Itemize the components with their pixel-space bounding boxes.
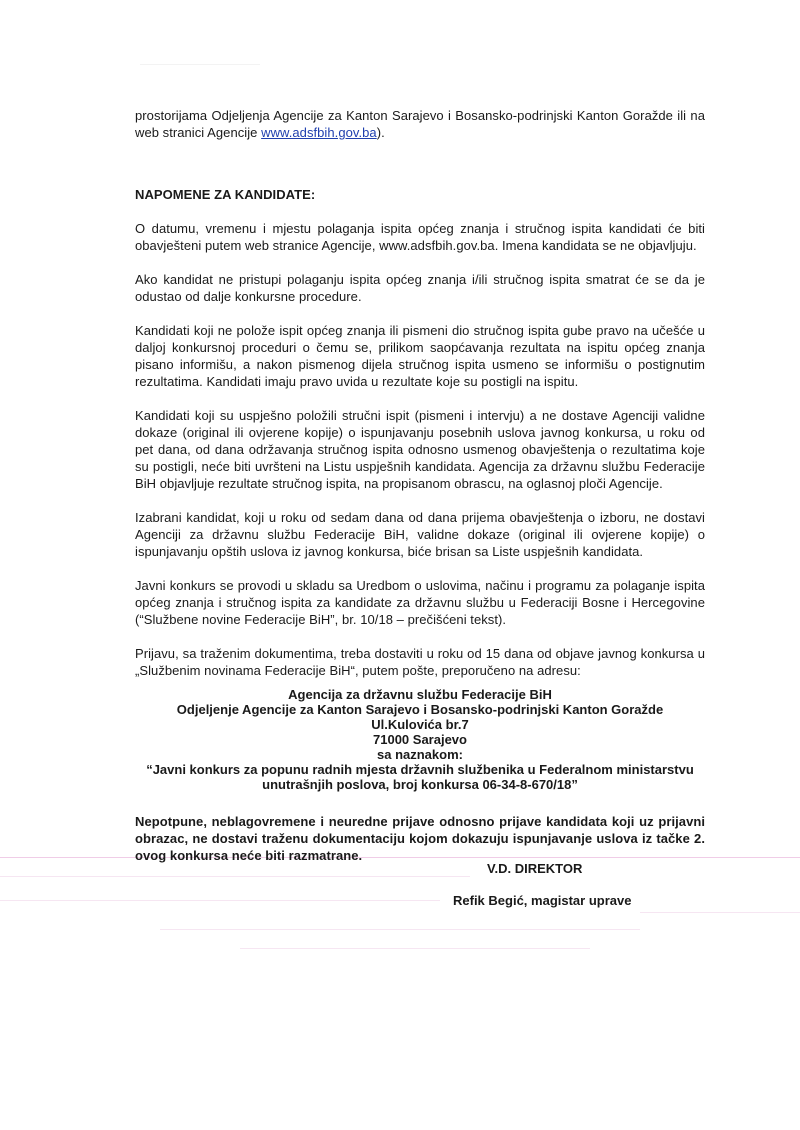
agency-website-link[interactable]: www.adsfbih.gov.ba: [261, 125, 377, 140]
paragraph-failed-exam: Kandidati koji ne polože ispit općeg znanja ili pismeni dio stručnog ispita gube pravo na učešće u daljoj konkursnoj proceduri o čemu se, prilikom saopćavanja rezultata na ispitu općeg znanja pisano informišu, a nakon pismenog dijela stručnog ispita usmeno se informišu o postignutim rezultatima. Kandidati imaju pravo uvida u rezultate koje su postigli na ispitu.: [135, 323, 705, 389]
closing-paragraph: Nepotpune, neblagovremene i neuredne prijave odnosno prijave kandidata koji uz prijavni obrazac, ne dostavi traženu dokumentaciju kojom dokazuju ispunjavanje uslova iz tačke 2. ovog konkursa neće biti razmatrane.: [135, 814, 705, 863]
paragraph-successful-candidates: Kandidati koji su uspješno položili stručni ispit (pismeni i intervju) a ne dostave Agenciji validne dokaze (original ili ovjerene kopije) o ispunjavanju posebnih uslova javnog konkursa, u roku od pet dana, od dana održavanja stručnog ispita odnosno usmenog obavještenja o rezultatima koje su postigli, neće biti uvršteni na Listu uspješnih kandidata. Agencija za državnu službu Federacije BiH objavljuje rezultate stručnog ispita, na propisanom obrascu, na oglasnoj ploči Agencije.: [135, 408, 705, 491]
paragraph-submission: Prijavu, sa traženim dokumentima, treba dostaviti u roku od 15 dana od objave javnog konkursa u „Službenim novinama Federacije BiH“, putem pošte, preporučeno na adresu:: [135, 646, 705, 678]
paragraph-absence: Ako kandidat ne pristupi polaganju ispita općeg znanja i/ili stručnog ispita smatrat će se da je odustao od dalje konkursne procedure.: [135, 272, 705, 304]
address-line: “Javni konkurs za popunu radnih mjesta državnih službenika u Federalnom ministarstvu: [146, 762, 694, 777]
paragraph-exam-notice: O datumu, vremenu i mjestu polaganja ispita općeg znanja i stručnog ispita kandidati će biti obavješteni putem web stranice Agencije, www.adsfbih.gov.ba. Imena kandidata se ne objavljuju.: [135, 221, 705, 253]
address-line: 71000 Sarajevo: [373, 732, 467, 747]
paragraph-legal-basis: Javni konkurs se provodi u skladu sa Uredbom o uslovima, načinu i programu za polaganje ispita općeg znanja i stručnog ispita za kandidate za državnu službu u Federaciji Bosne i Hercegovine (“Službene novine Federacije BiH”, br. 10/18 – prečišćeni tekst).: [135, 578, 705, 627]
section-heading: NAPOMENE ZA KANDIDATE:: [135, 187, 316, 202]
signature-name: Refik Begić, magistar uprave: [453, 893, 632, 908]
scan-artifact-line: [640, 912, 800, 913]
mailing-address: [135, 687, 705, 792]
scan-artifact-line: [0, 900, 440, 901]
scan-artifact-line: [0, 876, 470, 877]
intro-paragraph: [135, 107, 705, 141]
address-line: unutrašnjih poslova, broj konkursa 06-34-8-670/18”: [262, 777, 578, 792]
address-line: sa naznakom:: [377, 747, 463, 762]
address-line: Ul.Kulovića br.7: [371, 717, 469, 732]
document-body: [135, 107, 705, 864]
signature-title: V.D. DIREKTOR: [487, 861, 583, 876]
scan-artifact-line: [160, 929, 640, 930]
address-line: Odjeljenje Agencije za Kanton Sarajevo i Bosansko-podrinjski Kanton Goražde: [176, 702, 664, 717]
address-line: Agencija za državnu službu Federacije BiH: [288, 687, 552, 702]
intro-text: prostorijama Odjeljenja Agencije za Kanton Sarajevo i Bosansko-podrinjski Kanton Goražde ili na web stranici Agencije: [135, 108, 705, 140]
paragraph-selected-candidate: Izabrani kandidat, koji u roku od sedam dana od dana prijema obavještenja o izboru, ne dostavi Agenciji za državnu službu Federacije BiH, validne dokaze (original ili ovjerene kopije) o ispunjavanju opštih uslova iz javnog konkursa, biće brisan sa Liste uspješnih kandidata.: [135, 510, 705, 559]
scan-artifact-line: [240, 948, 590, 949]
intro-text-end: ).: [376, 125, 385, 140]
scan-artifact-top: [140, 64, 260, 65]
